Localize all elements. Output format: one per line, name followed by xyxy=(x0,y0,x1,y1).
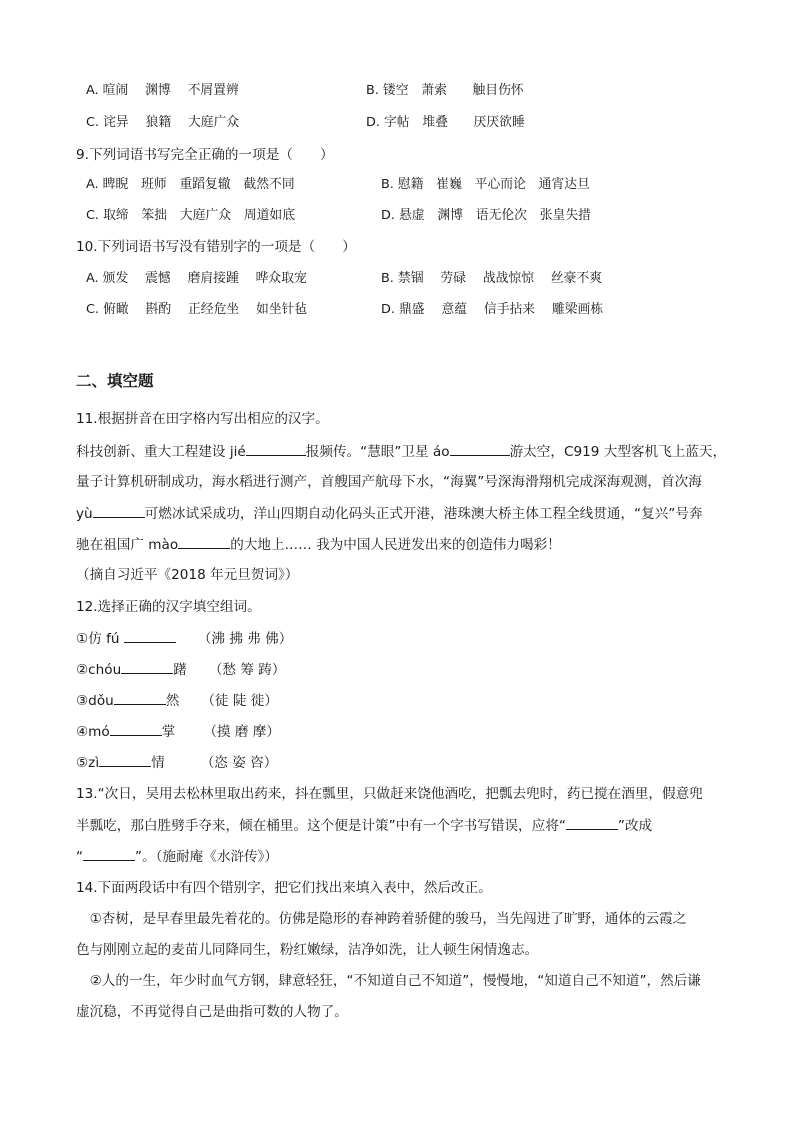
q12-item-3 xyxy=(76,690,278,711)
q12-label: 情 xyxy=(151,755,165,771)
q10-option-c: C. 俯瞰 斟酌 正经危坐 如坐针毡 xyxy=(86,302,308,317)
q12-label: ④mó xyxy=(76,724,110,740)
answer-blank[interactable] xyxy=(114,690,166,705)
q11-source: （摘自习近平《2018 年元旦贺词》） xyxy=(76,567,299,583)
q14-paragraph-1-line-1: ①杏树，是早春里最先着花的。仿佛是隐形的春神跨着骄健的骏马，当先闯进了旷野，通体的云霞之 xyxy=(76,911,687,927)
q11-text: yù xyxy=(76,506,93,522)
q11-text: 驰在祖国广 mào xyxy=(76,537,179,553)
answer-blank[interactable] xyxy=(566,815,618,830)
q9-option-d: D. 悬虚 渊博 语无伦次 张皇失措 xyxy=(381,208,591,223)
q9-option-b: B. 慰籍 崔巍 平心而论 通宵达旦 xyxy=(381,177,590,192)
q11-text: 报频传。“慧眼”卫星 áo xyxy=(305,444,450,460)
answer-blank[interactable] xyxy=(124,628,176,643)
q10-option-d: D. 鼎盛 意蕴 信手拈来 雕梁画栋 xyxy=(381,302,604,317)
q12-choices: （恣 姿 咨） xyxy=(200,755,278,771)
q12-stem: 12.选择正确的汉字填空组词。 xyxy=(76,599,261,615)
q11-text: 游太空，C919 大型客机飞上蓝天， xyxy=(509,444,727,460)
q12-label: ①仿 fú xyxy=(76,631,120,647)
q13-line-1: 13.“次日，吴用去松林里取出药来，抖在瓢里，只做赶来饶他酒吃，把瓢去兜时，药已搅在酒里，假意兜 xyxy=(76,786,703,802)
q12-label: ③dǒu xyxy=(76,693,114,709)
q14-paragraph-1-line-2: 色与刚刚立起的麦苗儿同降同生，粉红嫩绿，洁净如洗，让人顿生闲情逸志。 xyxy=(76,942,539,958)
q13-line-3 xyxy=(76,846,278,867)
q9-option-c: C. 取缔 笨拙 大庭广众 周道如底 xyxy=(86,208,296,223)
q13-line-2 xyxy=(76,815,652,836)
q12-item-1 xyxy=(76,628,292,649)
q12-item-2 xyxy=(76,659,285,680)
q12-choices: （沸 拂 弗 佛） xyxy=(197,631,293,647)
q13-text: 半瓢吃，那白胜劈手夺来，倾在桶里。这个便是计策”中有一个字书写错误，应将“ xyxy=(76,818,566,834)
q12-label: 躇 xyxy=(173,662,187,678)
q10-option-b: B. 禁锢 劳碌 战战惊惊 丝豪不爽 xyxy=(381,271,603,286)
answer-blank[interactable] xyxy=(93,503,145,518)
q12-choices: （摸 磨 摩） xyxy=(203,724,280,740)
q11-text: 科技创新、重大工程建设 jié xyxy=(76,444,246,460)
q11-stem: 11.根据拼音在田字格内写出相应的汉字。 xyxy=(76,411,329,427)
q12-label: ②chóu xyxy=(76,662,122,678)
q12-item-5 xyxy=(76,752,277,773)
q8-option-d: D. 字帖 堆叠 厌厌欲睡 xyxy=(366,115,525,130)
q12-label: 掌 xyxy=(161,724,176,740)
q14-paragraph-2-line-2: 虚沉稳，不再觉得自己是曲指可数的人物了。 xyxy=(76,1004,348,1020)
q12-label: 然 xyxy=(165,693,180,709)
q9-stem: 9.下列词语书写完全正确的一项是（ ） xyxy=(76,147,334,163)
q13-text: ”改成 xyxy=(617,818,653,834)
q14-stem: 14.下面两段话中有四个错别字，把它们找出来填入表中，然后改正。 xyxy=(76,880,492,896)
q11-text: 的大地上…… 我为中国人民迸发出来的创造伟力喝彩！ xyxy=(230,537,561,553)
answer-blank[interactable] xyxy=(178,534,230,549)
q11-line-4 xyxy=(76,534,561,555)
q12-item-4 xyxy=(76,721,280,742)
q14-paragraph-2-line-1: ②人的一生，年少时血气方钢，肆意轻狂，“不知道自己不知道”，慢慢地，“知道自己不知道”，然后谦 xyxy=(76,973,701,989)
q10-option-a: A. 颁发 震憾 磨肩接踵 哗众取宠 xyxy=(86,271,307,286)
q11-line-3 xyxy=(76,503,703,524)
q8-option-c: C. 诧异 狼籍 大庭广众 xyxy=(86,115,240,130)
answer-blank[interactable] xyxy=(110,721,162,736)
q13-text: ”。（施耐庵《水浒传》） xyxy=(135,849,279,865)
q11-line-1 xyxy=(76,441,726,462)
q13-text: “ xyxy=(76,849,84,865)
q8-option-b: B. 镂空 萧索 触目伤怀 xyxy=(366,83,524,98)
q11-line-2: 量子计算机研制成功，海水稻进行测产，首艘国产航母下水，“海翼”号深海滑翔机完成深海观测，首次海 xyxy=(76,474,702,490)
answer-blank[interactable] xyxy=(121,659,173,674)
answer-blank[interactable] xyxy=(99,752,151,767)
q10-stem: 10.下列词语书写没有错别字的一项是（ ） xyxy=(76,239,356,255)
q12-label: ⑤zì xyxy=(76,755,100,771)
q9-option-a: A. 睥睨 班师 重蹈复辙 截然不同 xyxy=(86,177,295,192)
answer-blank[interactable] xyxy=(450,441,510,456)
section-heading: 二、填空题 xyxy=(76,372,154,390)
q8-option-a: A. 喧闹 渊博 不屑置辨 xyxy=(86,83,239,98)
q12-choices: （徒 陡 徙） xyxy=(201,693,278,709)
q11-text: 可燃冰试采成功，洋山四期自动化码头正式开港，港珠澳大桥主体工程全线贯通，“复兴”号奔 xyxy=(144,506,703,522)
answer-blank[interactable] xyxy=(83,846,135,861)
q12-choices: （愁 筹 踌） xyxy=(208,662,286,678)
answer-blank[interactable] xyxy=(246,441,306,456)
